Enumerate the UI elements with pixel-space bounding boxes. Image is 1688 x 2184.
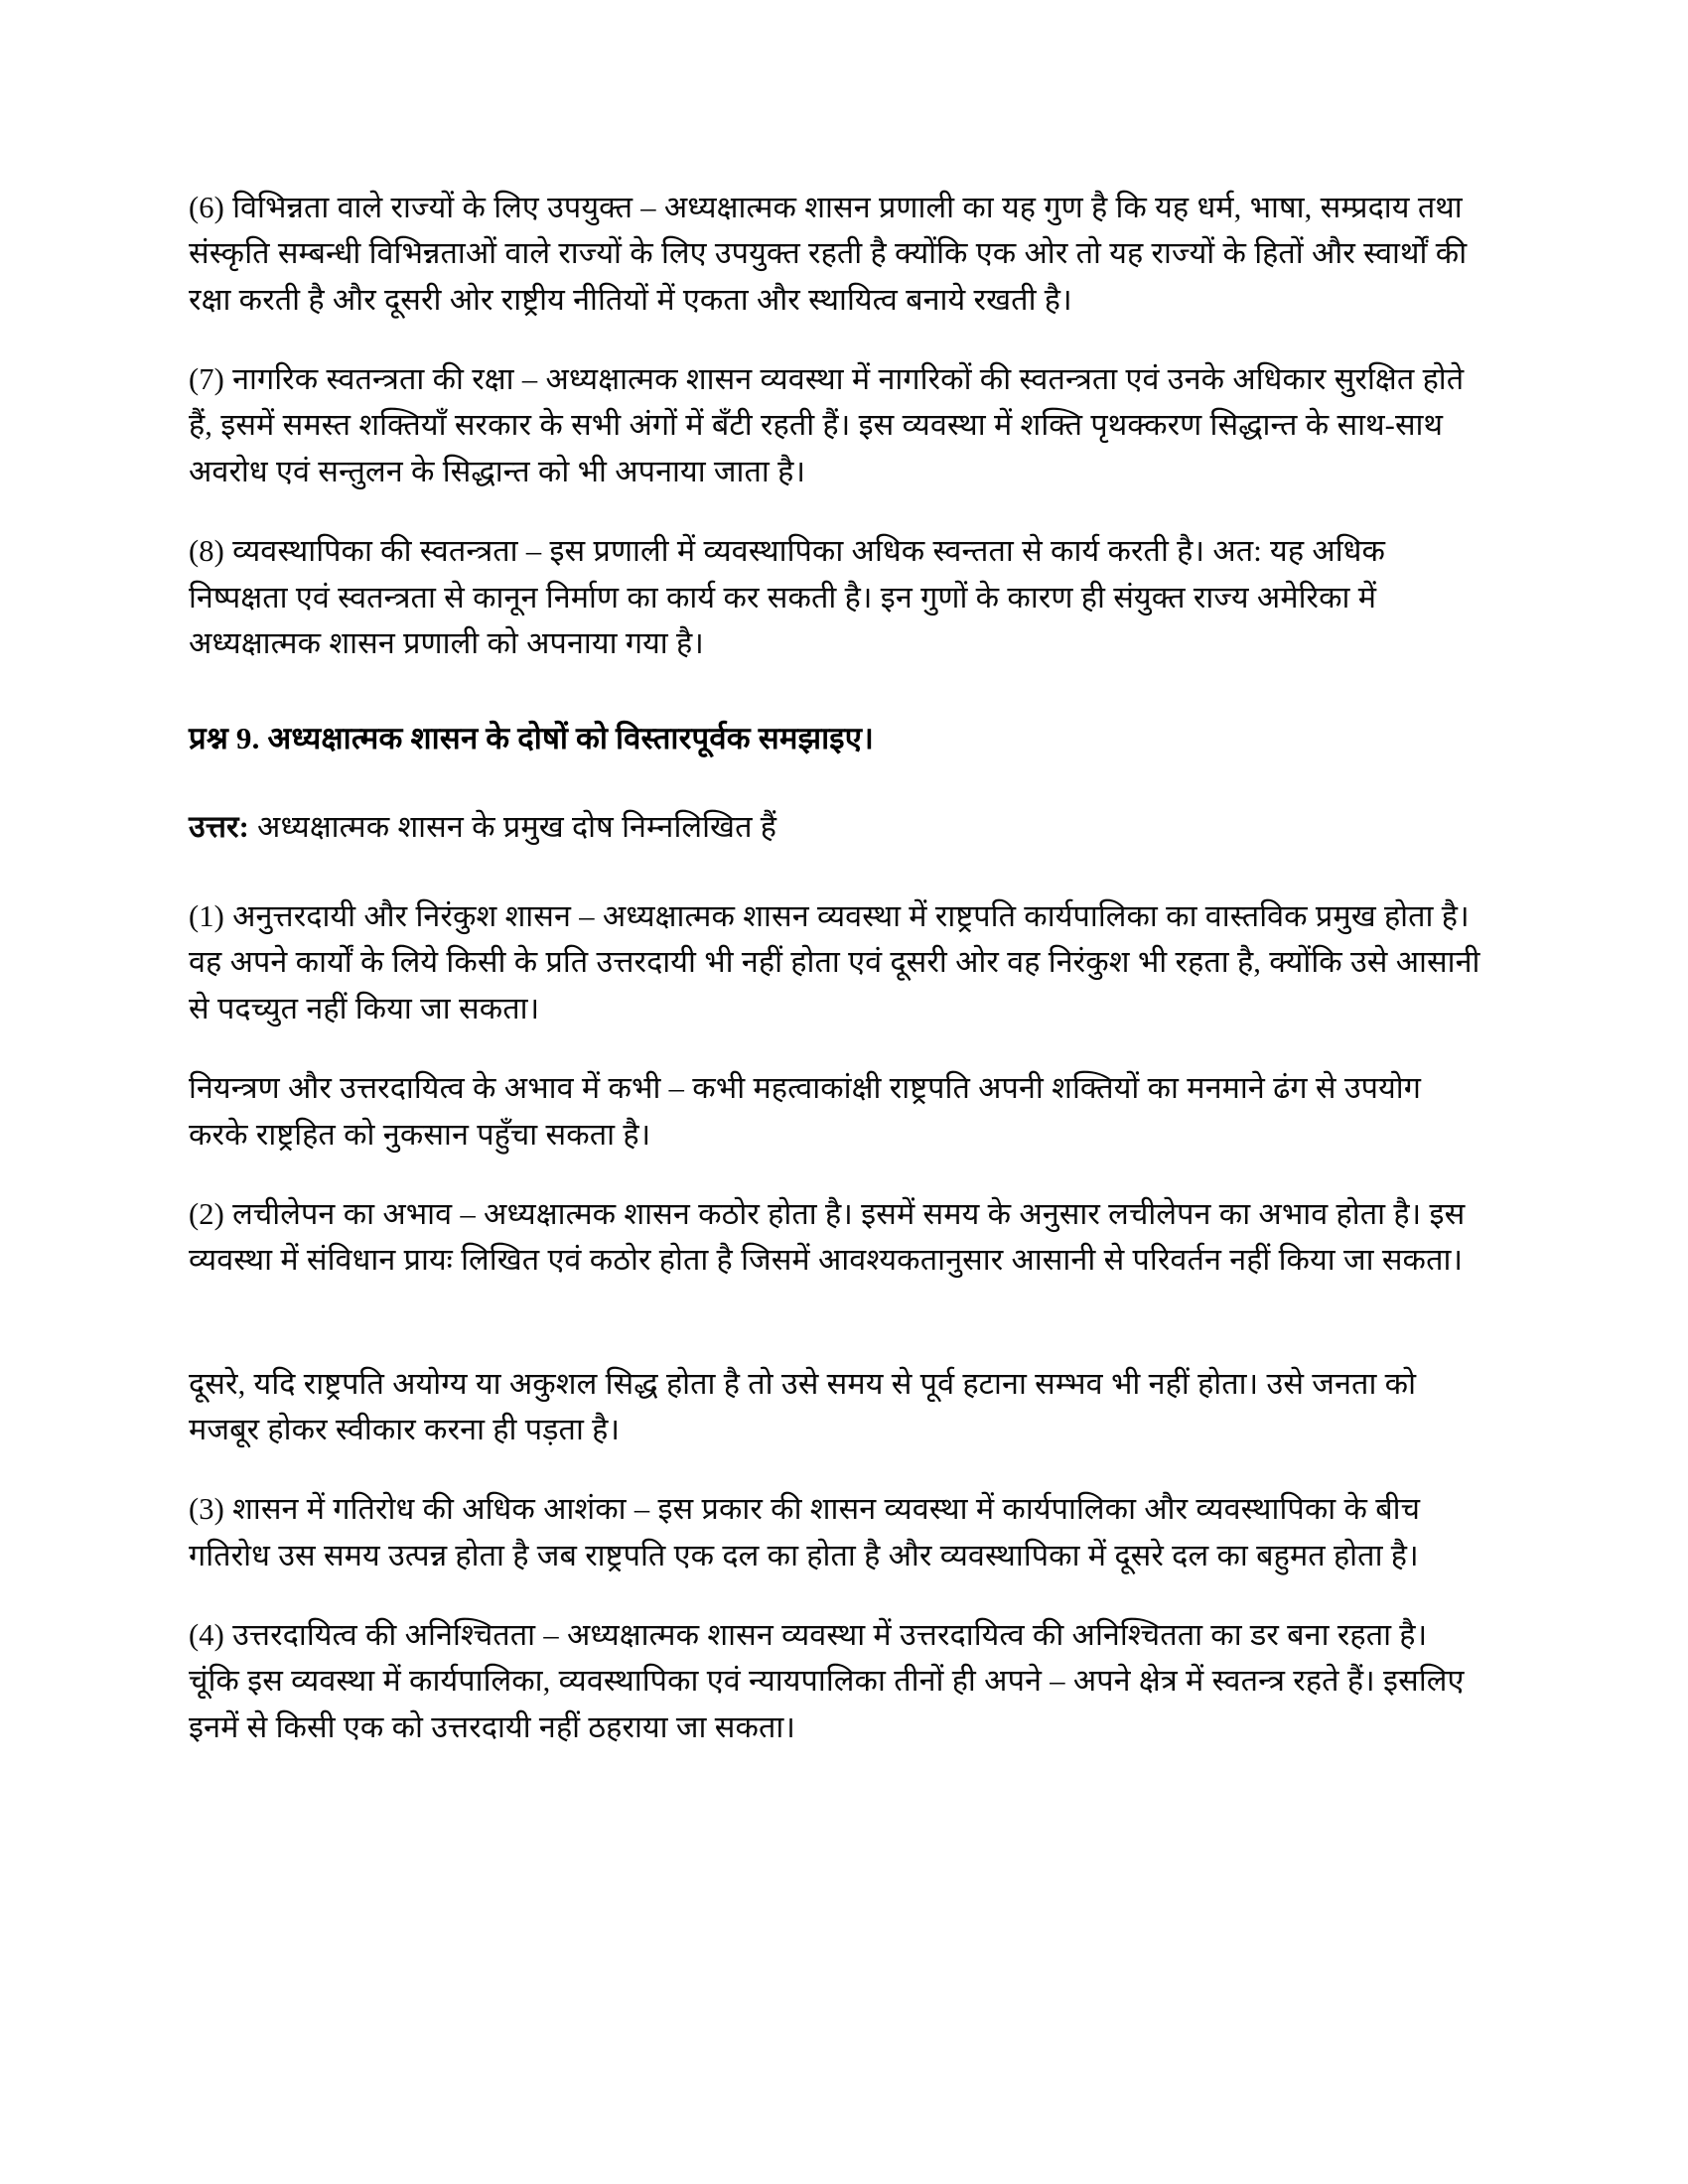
paragraph-defect-1-continued: नियन्त्रण और उत्तरदायित्व के अभाव में कभी – कभी महत्वाकांक्षी राष्ट्रपति अपनी शक्तियों का मनमाने ढंग से उपयोग करके राष्ट्रहित को नुकसान पहुँचा सकता है।	[189, 1071, 1422, 1152]
page-content	[189, 185, 1484, 1750]
paragraph-defect-2-continued: दूसरे, यदि राष्ट्रपति अयोग्य या अकुशल सिद्ध होता है तो उसे समय से पूर्व हटाना सम्भव भी नहीं होता। उसे जनता को मजबूर होकर स्वीकार करना ही पड़ता है।	[189, 1366, 1417, 1446]
paragraph-defect-1: (1) अनुत्तरदायी और निरंकुश शासन – अध्यक्षात्मक शासन व्यवस्था में राष्ट्रपति कार्यपालिका का वास्तविक प्रमुख होता है। वह अपने कार्यों के लिये किसी के प्रति उत्तरदायी भी नहीं होता एवं दूसरी ओर वह निरंकुश भी रहता है, क्योंकि उसे आसानी से पदच्युत नहीं किया जा सकता।	[189, 899, 1480, 1025]
answer-intro-text: अध्यक्षात्मक शासन के प्रमुख दोष निम्नलिखित हैं	[248, 809, 777, 844]
paragraph-defect-4: (4) उत्तरदायित्व की अनिश्चितता – अध्यक्षात्मक शासन व्यवस्था में उत्तरदायित्व की अनिश्चितता का डर बना रहता है। चूंकि इस व्यवस्था में कार्यपालिका, व्यवस्थापिका एवं न्यायपालिका तीनों ही अपने – अपने क्षेत्र में स्वतन्त्र रहते हैं। इसलिए इनमें से किसी एक को उत्तरदायी नहीं ठहराया जा सकता।	[189, 1618, 1465, 1744]
paragraph-point-8: (8) व्यवस्थापिका की स्वतन्त्रता – इस प्रणाली में व्यवस्थापिका अधिक स्वन्तता से कार्य करती है। अत: यह अधिक निष्पक्षता एवं स्वतन्त्रता से कानून निर्माण का कार्य कर सकती है। इन गुणों के कारण ही संयुक्त राज्य अमेरिका में अध्यक्षात्मक शासन प्रणाली को अपनाया गया है।	[189, 534, 1386, 660]
paragraph-point-6: (6) विभिन्नता वाले राज्यों के लिए उपयुक्त – अध्यक्षात्मक शासन प्रणाली का यह गुण है कि यह धर्म, भाषा, सम्प्रदाय तथा संस्कृति सम्बन्धी विभिन्नताओं वाले राज्यों के लिए उपयुक्त रहती है क्योंकि एक ओर तो यह राज्यों के हितों और स्वार्थों की रक्षा करती है और दूसरी ओर राष्ट्रीय नीतियों में एकता और स्थायित्व बनाये रखती है।	[189, 191, 1468, 317]
answer-label: उत्तर:	[189, 809, 249, 844]
paragraph-defect-2: (2) लचीलेपन का अभाव – अध्यक्षात्मक शासन कठोर होता है। इसमें समय के अनुसार लचीलेपन का अभाव होता है। इस व्यवस्था में संविधान प्रायः लिखित एवं कठोर होता है जिसमें आवश्यकतानुसार आसानी से परिवर्तन नहीं किया जा सकता।	[189, 1196, 1466, 1278]
answer-intro	[189, 804, 1484, 850]
paragraph-point-7: (7) नागरिक स्वतन्त्रता की रक्षा – अध्यक्षात्मक शासन व्यवस्था में नागरिकों की स्वतन्त्रता एवं उनके अधिकार सुरक्षित होते हैं, इसमें समस्त शक्तियाँ सरकार के सभी अंगों में बँटी रहती हैं। इस व्यवस्था में शक्ति पृथक्करण सिद्धान्त के साथ-साथ अवरोध एवं सन्तुलन के सिद्धान्त को भी अपनाया जाता है।	[189, 362, 1465, 488]
question-heading: प्रश्न 9. अध्यक्षात्मक शासन के दोषों को विस्तारपूर्वक समझाइए।	[189, 721, 875, 756]
paragraph-defect-3: (3) शासन में गतिरोध की अधिक आशंका – इस प्रकार की शासन व्यवस्था में कार्यपालिका और व्यवस्थापिका के बीच गतिरोध उस समय उत्पन्न होता है जब राष्ट्रपति एक दल का होता है और व्यवस्थापिका में दूसरे दल का बहुमत होता है।	[189, 1492, 1421, 1572]
